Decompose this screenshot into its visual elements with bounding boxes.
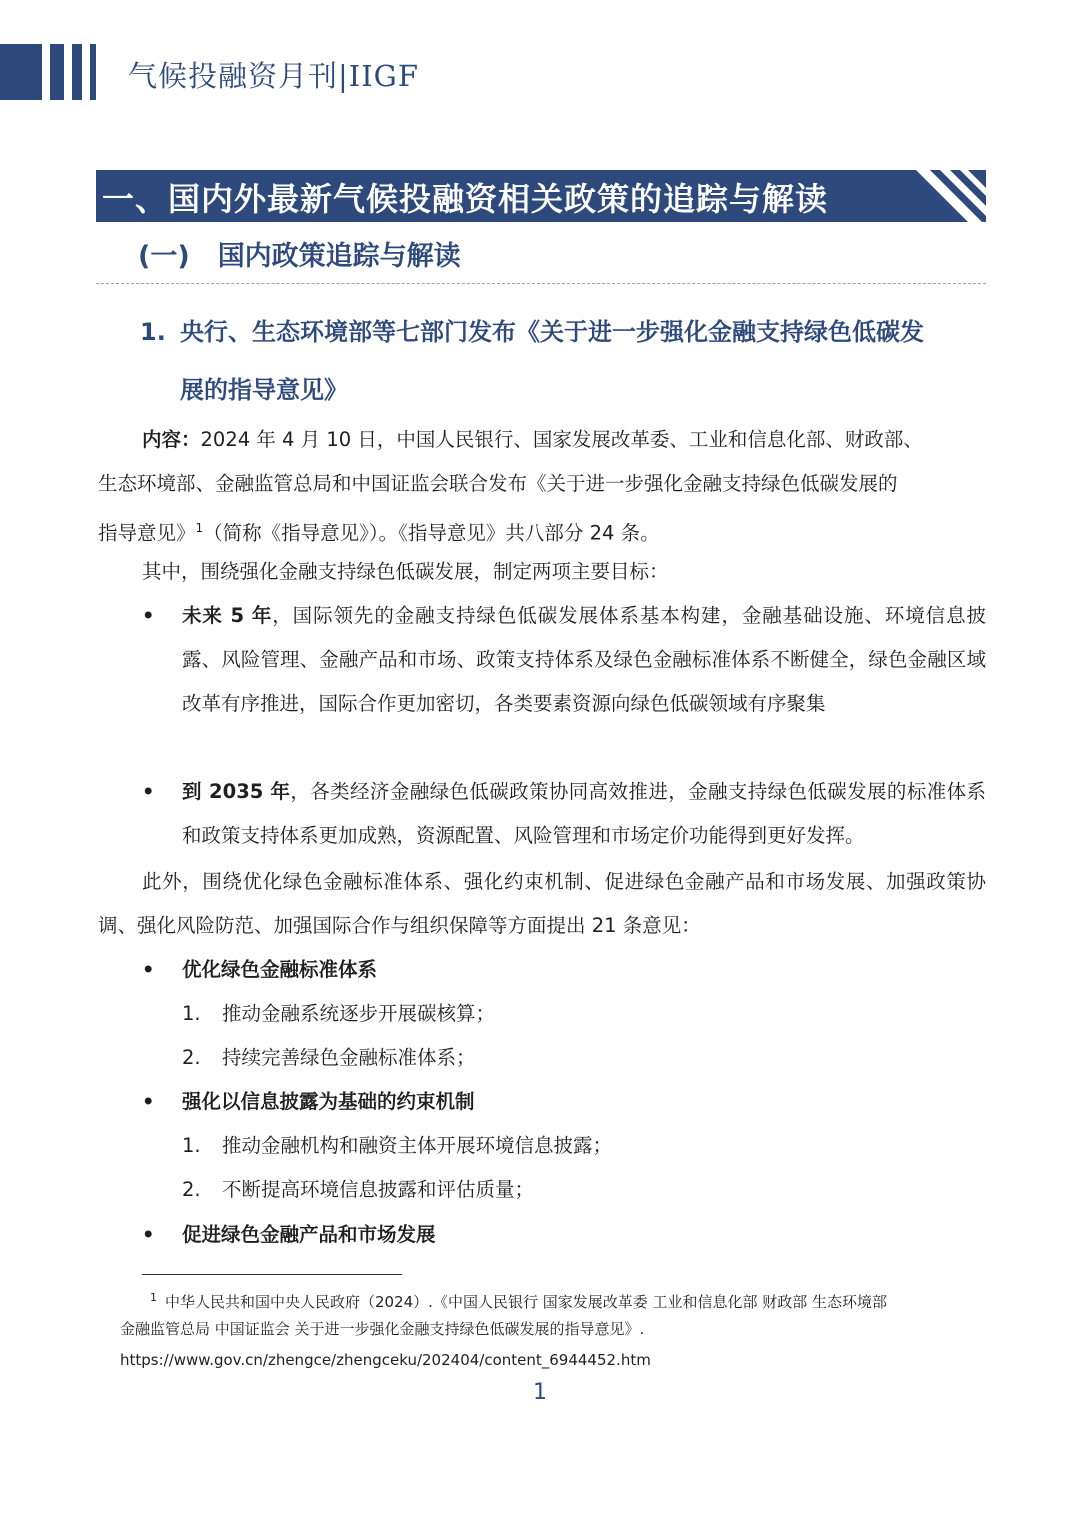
item-number: 1. <box>140 318 166 346</box>
opinion-heading-1: • 优化绿色金融标准体系 <box>142 948 986 992</box>
page-number: 1 <box>533 1380 547 1405</box>
content-line3: 指导意见》$^1$（简称《指导意见》）。《指导意见》共八部分 24 条。 <box>98 521 660 545</box>
subsection-number: (一) <box>138 241 190 272</box>
bullet-icon: • <box>142 1223 155 1246</box>
banner-stripes-icon <box>916 170 986 222</box>
footnote-line2: 金融监管总局 中国证监会 关于进一步强化金融支持绿色低碳发展的指导意见》. <box>120 1320 645 1338</box>
section-title: 一、国内外最新气候投融资相关政策的追踪与解读 <box>102 180 829 218</box>
goal-bullet-1: • 未来 5 年，国际领先的金融支持绿色低碳发展体系基本构建，金融基础设施、环境信息披露、风险管理、金融产品和市场、政策支持体系及绿色金融标准体系不断健全，绿色金融区域改革有序推进，国际合作更加密切，各类要素资源向绿色低碳领域有序聚集 <box>142 594 986 726</box>
item-title-line2: 展的指导意见》 <box>180 376 348 404</box>
opinion-1-item-1: 1. 推动金融系统逐步开展碳核算； <box>182 1002 496 1025</box>
opinions-intro: 此外，围绕优化绿色金融标准体系、强化约束机制、促进绿色金融产品和市场发展、加强政策协调、强化风险防范、加强国际合作与组织保障等方面提出 21 条意见： <box>98 870 986 937</box>
bullet-icon: • <box>142 604 155 627</box>
item-title-line1: 央行、生态环境部等七部门发布《关于进一步强化金融支持绿色低碳发 <box>180 318 924 346</box>
goals-intro: 其中，围绕强化金融支持绿色低碳发展，制定两项主要目标： <box>142 560 669 583</box>
item-title <box>140 312 990 347</box>
bullet-icon: • <box>142 780 155 803</box>
section-banner <box>96 170 986 222</box>
content-label: 内容： <box>142 428 201 451</box>
opinion-2-item-2: 2. 不断提高环境信息披露和评估质量； <box>182 1178 535 1201</box>
dashed-divider <box>96 283 986 284</box>
footnote-number: 1 <box>150 1291 157 1304</box>
footnote-url[interactable]: https://www.gov.cn/zhengce/zhengceku/202404/content_6944452.htm <box>120 1351 651 1369</box>
opinion-1-item-2: 2. 持续完善绿色金融标准体系； <box>182 1046 476 1069</box>
bullet-icon: • <box>142 958 155 981</box>
header-title: 气候投融资月刊|IIGF <box>128 59 419 93</box>
footnote-ref: 1 <box>195 521 204 535</box>
opinion-2-item-1: 1. 推动金融机构和融资主体开展环境信息披露； <box>182 1134 613 1157</box>
content-line1: 内容：2024 年 4 月 10 日，中国人民银行、国家发展改革委、工业和信息化部、财政部、 <box>142 428 923 451</box>
footnote-line1: $^1$ 中华人民共和国中央人民政府（2024）.《中国人民银行 国家发展改革委 工业和信息化部 财政部 生态环境部 <box>150 1291 888 1311</box>
footnote-divider <box>142 1274 402 1275</box>
opinion-heading-2: • 强化以信息披露为基础的约束机制 <box>142 1080 986 1124</box>
opinion-heading-3: • 促进绿色金融产品和市场发展 <box>142 1213 986 1257</box>
content-line2: 生态环境部、金融监管总局和中国证监会联合发布《关于进一步强化金融支持绿色低碳发展的 <box>98 472 898 495</box>
subsection-heading <box>138 234 461 273</box>
subsection-title: 国内政策追踪与解读 <box>217 241 461 272</box>
item-title-cont <box>180 370 1030 405</box>
goal-bullet-2: • 到 2035 年，各类经济金融绿色低碳政策协同高效推进，金融支持绿色低碳发展的标准体系和政策支持体系更加成熟，资源配置、风险管理和市场定价功能得到更好发挥。 <box>142 770 986 858</box>
bullet-icon: • <box>142 1090 155 1113</box>
